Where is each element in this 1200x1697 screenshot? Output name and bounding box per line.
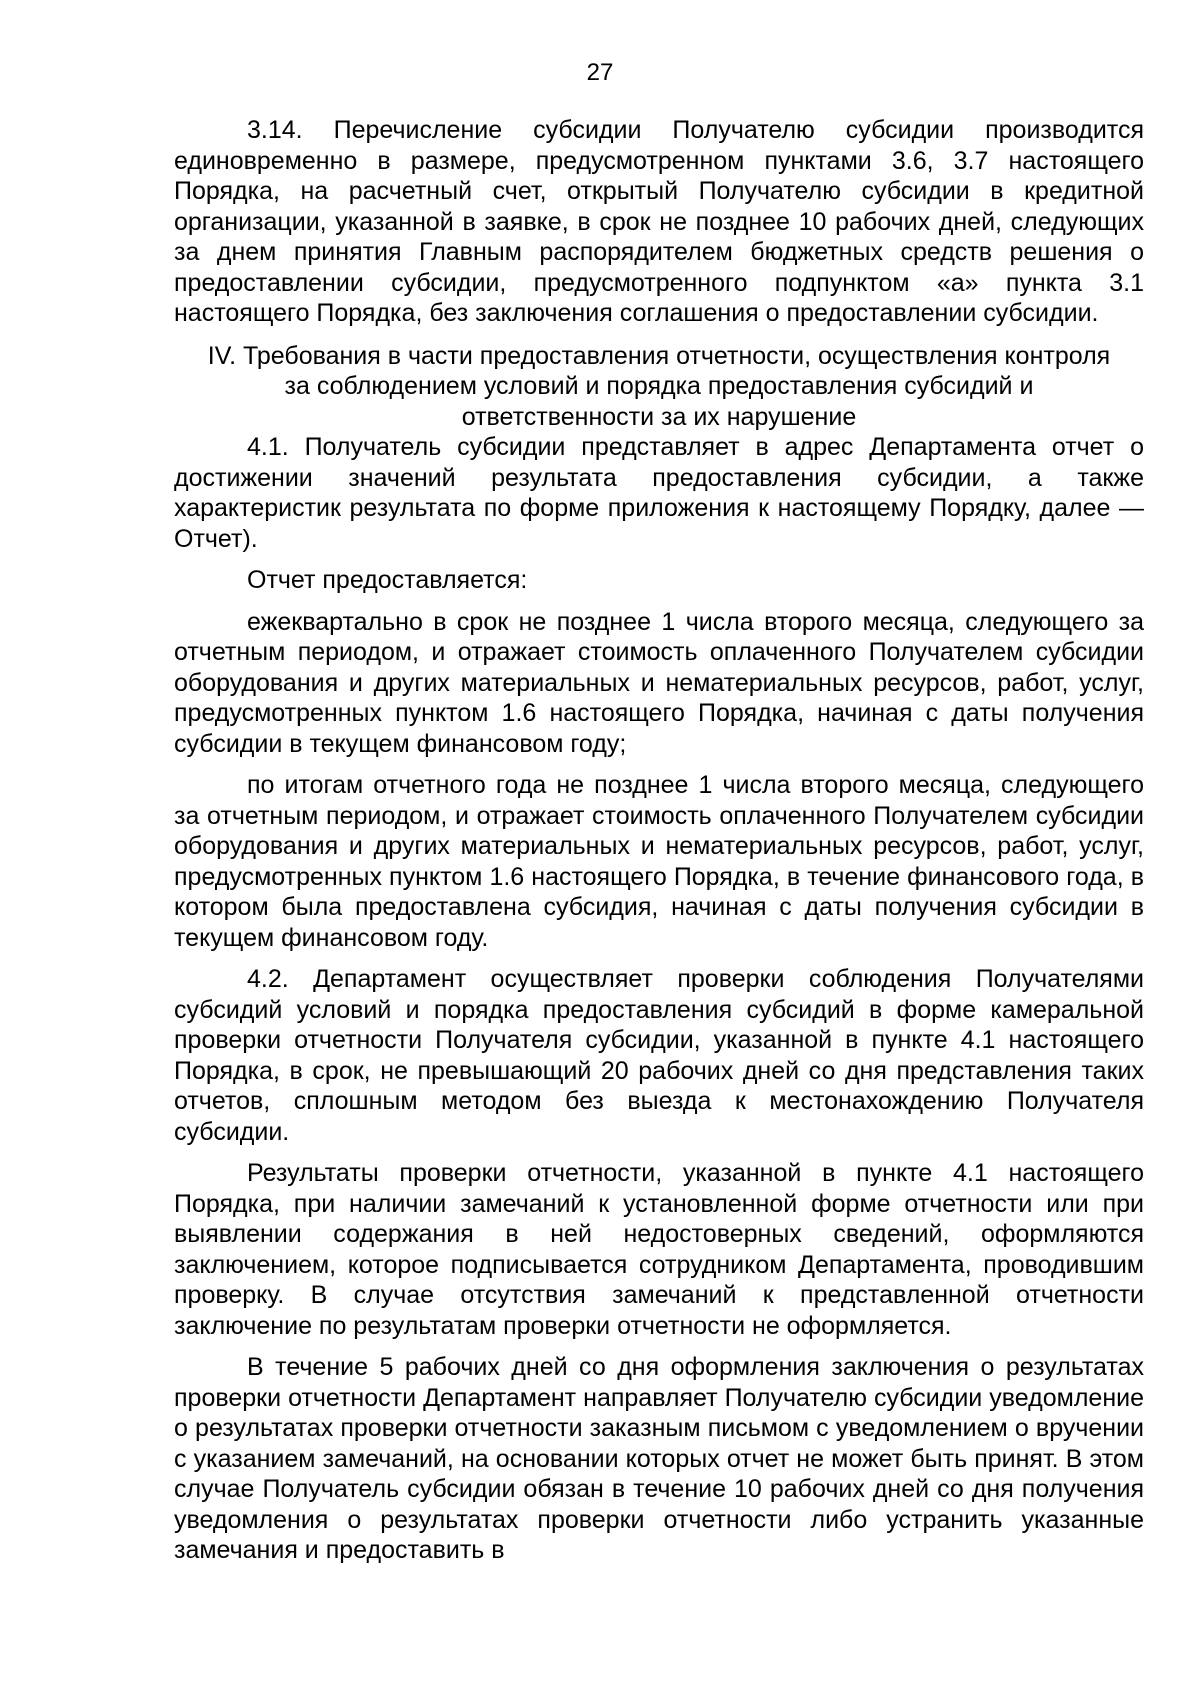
section-iv-title: IV. Требования в части предоставления отчетности, осуществления контроля за соблюдением условий и порядка предоставления субсидий и ответственности за их нарушение <box>207 341 1111 431</box>
paragraph-notification: В течение 5 рабочих дней со дня оформления заключения о результатах проверки отчетности Департамент направляет Получателю субсидии уведомление о результатах проверки отчетности заказным письмом с уведомлением о вручении с указанием замечаний, на основании которых отчет не может быть принят. В этом случае Получатель субсидии обязан в течение 10 рабочих дней со дня получения уведомления о результатах проверки отчетности либо устранить указанные замечания и предоставить в <box>174 1353 1144 1564</box>
paragraph-check-results: Результаты проверки отчетности, указанной в пункте 4.1 настоящего Порядка, при наличии замечаний к установленной форме отчетности или при выявлении содержания в ней недостоверных сведений, оформляются заключением, которое подписывается сотрудником Департамента, проводившим проверку. В случае отсутствия замечаний к представленной отчетности заключение по результатам проверки отчетности не оформляется. <box>174 1159 1144 1340</box>
paragraph-3-14: 3.14. Перечисление субсидии Получателю субсидии производится единовременно в размере, предусмотренном пунктами 3.6, 3.7 настоящего Порядка, на расчетный счет, открытый Получателю субсидии в кредитной организации, указанной в заявке, в срок не позднее 10 рабочих дней, следующих за днем принятия Главным распорядителем бюджетных средств решения о предоставлении субсидии, предусмотренного подпунктом «а» пункта 3.1 настоящего Порядка, без заключения соглашения о предоставлении субсидии. <box>174 116 1144 327</box>
page-number: 27 <box>586 59 614 86</box>
document-body <box>174 115 1144 1566</box>
paragraph-4-1: 4.1. Получатель субсидии представляет в адрес Департамента отчет о достижении значений результата предоставления субсидии, а также характеристик результата по форме приложения к настоящему Порядку, далее — Отчет). <box>174 433 1144 553</box>
paragraph-quarterly-report: ежеквартально в срок не позднее 1 числа второго месяца, следующего за отчетным периодом, и отражает стоимость оплаченного Получателем субсидии оборудования и других материальных и нематериальных ресурсов, работ, услуг, предусмотренных пунктом 1.6 настоящего Порядка, начиная с даты получения субсидии в текущем финансовом году; <box>174 607 1144 758</box>
paragraph-4-2: 4.2. Департамент осуществляет проверки соблюдения Получателями субсидий условий и порядка предоставления субсидий в форме камеральной проверки отчетности Получателя субсидии, указанной в пункте 4.1 настоящего Порядка, в срок, не превышающий 20 рабочих дней со дня представления таких отчетов, сплошным методом без выезда к местонахождению Получателя субсидии. <box>174 965 1144 1146</box>
paragraph-report-intro: Отчет предоставляется: <box>247 566 528 594</box>
paragraph-annual-report: по итогам отчетного года не позднее 1 числа второго месяца, следующего за отчетным периодом, и отражает стоимость оплаченного Получателем субсидии оборудования и других материальных и нематериальных ресурсов, работ, услуг, предусмотренных пунктом 1.6 настоящего Порядка, в течение финансового года, в котором была предоставлена субсидия, начиная с даты получения субсидии в текущем финансовом году. <box>174 771 1144 952</box>
